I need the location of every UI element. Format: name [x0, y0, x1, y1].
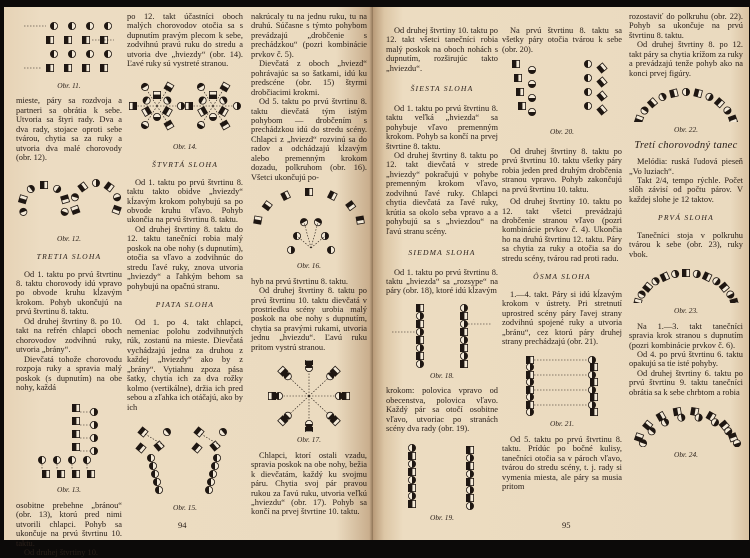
figure-13 — [16, 400, 122, 494]
girl-symbol — [528, 67, 535, 74]
girl-symbol — [26, 184, 36, 194]
boy-symbol — [416, 320, 423, 327]
paragraph: hyb na prvú štvrtinu 8. taktu. — [251, 276, 348, 286]
dancer-diagram — [16, 400, 122, 482]
figure-caption: Obr. 21. — [549, 419, 575, 429]
boy-symbol — [512, 61, 519, 68]
figure-17 — [251, 360, 367, 444]
girl-symbol — [151, 470, 158, 477]
girl-symbol — [335, 393, 342, 400]
boy-symbol — [702, 272, 712, 282]
path-line — [297, 236, 311, 248]
paragraph: Od 1. po 4. takt chlapci, nemeniac polohu zodvihnutých rúk, zostanú na mieste. Dievčatá vychádzajú jedna za druhou z každej „hviezdy“ ako by z „brány“. Vytiahnu zpoza pása šatky, chytia ich za dva rožky kolmo (vertikálne), držia ich pred sebou a zľahka ich otáčajú, ako by ich — [127, 317, 243, 412]
girl-symbol — [162, 95, 172, 105]
boy-symbol — [72, 405, 79, 412]
boy-symbol — [466, 478, 473, 485]
girl-symbol — [408, 492, 415, 499]
boy-symbol — [647, 98, 657, 108]
path-line — [288, 396, 309, 416]
paragraph: Melódia: ruská ľudová pieseň „Vo luziach“. — [629, 157, 743, 176]
boy-symbol — [466, 462, 473, 469]
girl-symbol — [658, 92, 668, 102]
boy-symbol — [82, 36, 89, 43]
boy-symbol — [72, 471, 79, 478]
girl-symbol — [693, 270, 702, 279]
boy-symbol — [209, 91, 216, 98]
figure-18 — [386, 302, 498, 380]
girl-symbol — [584, 75, 591, 82]
boy-symbol — [597, 77, 607, 87]
girl-symbol — [299, 217, 309, 227]
paragraph: Od druhej štvrtiny 8. po 10. takt na refrén chlapci oboch chorovodov zodvihnú ruky, utvoria „brány“. — [16, 316, 122, 355]
boy-symbol — [61, 194, 70, 203]
path-line — [311, 222, 318, 248]
girl-symbol — [68, 457, 75, 464]
figure-12 — [16, 173, 122, 243]
boy-symbol — [660, 272, 670, 282]
boy-symbol — [416, 336, 423, 343]
girl-symbol — [327, 247, 334, 254]
girl-symbol — [90, 435, 97, 442]
boy-symbol — [694, 89, 703, 98]
boy-symbol — [526, 387, 533, 394]
figure-21 — [502, 354, 622, 428]
section-heading: SIEDMA SLOHA — [408, 248, 476, 258]
boy-symbol — [164, 82, 174, 92]
paragraph: Chlapci, ktorí ostali vzadu, spravia poskok na obe nohy, bežia k dievčatám, každý ku svojmu páru. Chytia svoj pár pravou rukou za ľavú ruku, utvoria veľkú „hviezdu“ (obr. 17). Pohyb sa končí na prvej štvrtine 10. taktu. — [251, 450, 367, 517]
girl-symbol — [218, 95, 228, 105]
girl-symbol — [460, 352, 467, 359]
boy-symbol — [416, 304, 423, 311]
girl-symbol — [68, 50, 75, 57]
boy-symbol — [46, 36, 53, 43]
boy-symbol — [597, 91, 607, 101]
girl-symbol — [416, 312, 423, 319]
boy-symbol — [129, 102, 136, 109]
figure-caption: Obr. 16. — [296, 261, 322, 271]
girl-symbol — [205, 486, 212, 493]
girl-symbol — [19, 207, 28, 216]
boy-symbol — [305, 360, 312, 365]
figure-14 — [127, 73, 243, 151]
girl-symbol — [218, 427, 228, 437]
section-heading: ŠTVRTÁ SLOHA — [151, 160, 219, 170]
boy-symbol — [730, 298, 739, 303]
boy-symbol — [153, 91, 160, 98]
girl-symbol — [149, 462, 156, 469]
girl-symbol — [213, 454, 220, 461]
paragraph: Od druhej štvrtiny 6. taktu po prvú štvrtinu 9. taktu tanečníci obrátia sa k sebe chrbtom a robia — [629, 368, 743, 397]
boy-symbol — [194, 427, 204, 437]
girl-symbol — [460, 320, 467, 327]
boy-symbol — [408, 452, 415, 459]
girl-symbol — [140, 82, 150, 92]
figure-16 — [251, 186, 367, 270]
boy-symbol — [670, 89, 679, 98]
girl-symbol — [460, 304, 467, 311]
boy-symbol — [590, 409, 597, 416]
boy-symbol — [87, 471, 94, 478]
boy-symbol — [164, 120, 174, 130]
boy-symbol — [346, 201, 356, 211]
right-column-3 — [629, 12, 743, 466]
paragraph: Od 1. taktu po prvú štvrtinu 8. taktu chorovody idú vpravo po obvode kruhu kĺzavým krokom. Pohyb ukončujú na prvú štvrtinu 8. taktu. — [16, 269, 122, 317]
girl-symbol — [70, 192, 79, 201]
girl-symbol — [211, 462, 218, 469]
section-heading: ŠIESTA SLOHA — [410, 84, 474, 94]
girl-symbol — [460, 336, 467, 343]
girl-symbol — [466, 454, 473, 461]
girl-symbol — [588, 357, 595, 364]
boy-symbol — [72, 431, 79, 438]
boy-symbol — [466, 446, 473, 453]
boy-symbol — [643, 282, 653, 292]
girl-symbol — [86, 50, 93, 57]
boy-symbol — [514, 75, 521, 82]
dancer-diagram — [386, 442, 498, 510]
girl-symbol — [682, 89, 689, 96]
dancer-diagram — [629, 401, 743, 447]
paragraph: osobitne prebehne „bránou“ (obr. 13), ktorú pred nimi utvorili chlapci. Pohyb sa ukončuje na prvú štvrtinu 10. taktu. — [16, 500, 122, 548]
boy-symbol — [281, 191, 291, 201]
paragraph: Tanečníci stoja v polkruhu tvárou k sebe (obr. 23), ruky vbok. — [629, 230, 743, 259]
girl-symbol — [671, 270, 680, 279]
girl-symbol — [233, 102, 240, 109]
girl-symbol — [113, 192, 122, 201]
girl-symbol — [588, 402, 595, 409]
girl-symbol — [528, 81, 535, 88]
girl-symbol — [155, 486, 162, 493]
girl-symbol — [68, 22, 75, 29]
dancer-diagram — [502, 58, 622, 124]
paragraph: Od druhej štvrtiny 10. — [24, 548, 98, 558]
girl-symbol — [651, 276, 661, 286]
girl-symbol — [408, 476, 415, 483]
paragraph: Od 1. taktu po prvú štvrtinu 8. taktu „hviezda“ sa „rozsype“ na páry (obr. 18), ktoré idú kĺzavým — [386, 267, 498, 296]
girl-symbol — [209, 470, 216, 477]
paragraph: Na 1.—3. takt tanečníci spravia krok stranou s dupnutím (pozri kombinácie prvkov č. 6). — [629, 321, 743, 350]
girl-symbol — [140, 120, 150, 130]
page-number-right: 95 — [562, 520, 571, 530]
girl-symbol — [90, 448, 97, 455]
section-heading: PIATA SLOHA — [155, 300, 215, 310]
boy-symbol — [136, 443, 146, 453]
boy-symbol — [57, 471, 64, 478]
girl-symbol — [153, 113, 160, 120]
paragraph: po 12. takt účastníci oboch malých chorovodov otočia sa s dupnutím pravým plecom k sebe, zodvihnú pravú ruku do stredu a utvoria dve „hviezdy“ (obr. 14). Ľavé ruky sú vystreté stranou. — [127, 12, 243, 69]
paragraph: Od druhej štvrtiny 10. taktu po 12. takt všetci prevádzajú drobčenie stranou vľavo (pozri kombinácie prvkov č. 4). Ukončia ho na druhú štvrtinu 12. taktu. Páry sa chytia za ruky a otočia sa do stredu scény, tvárou rad proti radu. — [502, 197, 622, 263]
girl-symbol — [53, 457, 60, 464]
boy-symbol — [516, 89, 523, 96]
girl-symbol — [83, 457, 90, 464]
girl-symbol — [526, 364, 533, 371]
girl-symbol — [466, 502, 473, 509]
boy-symbol — [526, 357, 533, 364]
dancer-diagram — [251, 186, 367, 258]
paragraph: nakrúcaly tu na jednu ruku, tu na druhú. Súčasne s týmto pohybom prevádzajú „drobčenie s prechádzkou“ (pozri kombinácie prvkov č. 5). — [251, 12, 367, 59]
dancer-diagram — [502, 354, 622, 416]
figure-caption: Obr. 11. — [57, 81, 81, 90]
dance-title: Tretí chorovodný tanec — [634, 139, 738, 151]
paragraph: Od druhej štvrtiny 8. taktu po 12. takt dievčatá v strede „hviezdy“ pokračujú v pohybe premenným krokom vľavo, zodvihnú ľavé ruky. Chlapci chytia dievčatá za ľavé ruky, krútia sa okolo seba vpravo a a pohybujú sa s „hviezdou“ na ľavú stranu scény. — [386, 150, 498, 236]
path-line — [309, 396, 330, 416]
girl-symbol — [86, 22, 93, 29]
girl-symbol — [196, 82, 206, 92]
girl-symbol — [305, 365, 312, 372]
girl-symbol — [60, 207, 69, 216]
boy-symbol — [305, 189, 312, 196]
boy-symbol — [518, 103, 525, 110]
girl-symbol — [526, 379, 533, 386]
boy-symbol — [342, 393, 349, 400]
paragraph: Od 5. taktu po prvú štvrtinu 8. taktu dievčatá tým istým pohybom — drobčením s prechádzkou idú do stredu scény. Chlapci z „hviezd“ rozvinú sa do radov a odchádzajú kĺzavým alebo premenným krokom dozadu, polkruhom (obr. 16). Všetci ukončujú po- — [251, 97, 367, 182]
boy-symbol — [590, 379, 597, 386]
paragraph: Dievčatá z oboch „hviezd“ pohrávajúc sa so šatkami, idú ku predscéne (obr. 15) štyrmi drobčiacimi krokmi. — [251, 59, 367, 97]
boy-symbol — [220, 120, 230, 130]
boy-symbol — [682, 270, 689, 277]
dancer-diagram — [629, 263, 743, 303]
figure-20 — [502, 58, 622, 136]
girl-symbol — [104, 50, 111, 57]
boy-symbol — [46, 64, 53, 71]
dancer-diagram — [386, 302, 498, 368]
girl-symbol — [588, 372, 595, 379]
paragraph: Od druhej štvrtiny 8. po 12. takt páry sa chytia krížom za ruky a prevádzajú tenže pohyb ako na konci prvej figúry. — [629, 40, 743, 78]
girl-symbol — [526, 409, 533, 416]
boy-symbol — [42, 471, 49, 478]
boy-symbol — [64, 36, 71, 43]
paragraph: Od druhej štvrtiny 8. taktu po prvú štvrtinu 10. taktu dievčatá v prostriedku scény urobia malý poskok na obe nohy s dupnutím, chytia sa pravými rukami, utvoria jednu „hviezdu“. Ľavú ruku pritom vystrú stranou. — [251, 286, 367, 352]
girl-symbol — [637, 290, 647, 300]
path-line — [304, 222, 311, 248]
paragraph: krokom: polovica vpravo od obecenstva, polovica vľavo. Každý pár sa otočí osobitne vľavo, utvoriac po stranách scény dva rady (obr. 19). — [386, 386, 498, 434]
girl-symbol — [275, 393, 282, 400]
figure-caption: Obr. 22. — [673, 125, 699, 135]
page-number-left: 94 — [178, 520, 187, 530]
girl-symbol — [38, 457, 45, 464]
boy-symbol — [633, 298, 642, 303]
boy-symbol — [460, 360, 467, 367]
girl-symbol — [711, 276, 721, 286]
figure-24 — [629, 401, 743, 459]
paragraph: Od druhej štvrtiny 8. taktu po prvú štvrtinu 10. taktu všetky páry robia jeden pred druhým drobčenia stranou vpravo. Pohyb zakončujú na prvú štvrtinu 10. taktu. — [502, 146, 622, 194]
girl-symbol — [466, 486, 473, 493]
girl-symbol — [198, 95, 208, 105]
section-heading: PRVÁ SLOHA — [658, 213, 714, 223]
girl-symbol — [584, 103, 591, 110]
boy-symbol — [356, 216, 364, 224]
dancer-diagram — [629, 82, 743, 122]
paragraph: Od 5. taktu po prvú štvrtinu 8. taktu. Prídúc po bočné kulisy, tanečníci otočia sa v pároch vľavo, tvárou do stredu scény, t. j. rady si vymenia miesta, ale páry sa musia pritom — [502, 434, 622, 492]
left-column-2 — [127, 12, 243, 519]
girl-symbol — [722, 106, 732, 116]
boy-symbol — [72, 418, 79, 425]
boy-symbol — [526, 372, 533, 379]
girl-symbol — [584, 61, 591, 68]
boy-symbol — [597, 105, 607, 115]
girl-symbol — [305, 421, 312, 428]
boy-symbol — [460, 328, 467, 335]
figure-22 — [629, 82, 743, 134]
dancer-diagram — [251, 360, 367, 432]
girl-symbol — [584, 89, 591, 96]
boy-symbol — [220, 82, 230, 92]
girl-symbol — [313, 217, 323, 227]
boy-symbol — [408, 484, 415, 491]
paragraph: Od 4. po prvú štvrtinu 6. taktu opakujú sa tie isté pohyby. — [629, 349, 743, 369]
boy-symbol — [408, 500, 415, 507]
dancer-diagram — [127, 422, 243, 500]
girl-symbol — [90, 422, 97, 429]
boy-symbol — [597, 63, 607, 73]
girl-symbol — [725, 290, 735, 300]
boy-symbol — [590, 394, 597, 401]
girl-symbol — [153, 478, 160, 485]
girl-symbol — [408, 460, 415, 467]
boy-symbol — [78, 182, 88, 192]
girl-symbol — [528, 95, 535, 102]
girl-symbol — [416, 344, 423, 351]
girl-symbol — [705, 92, 715, 102]
boy-symbol — [112, 205, 121, 214]
boy-symbol — [18, 194, 27, 203]
figure-caption: Obr. 13. — [56, 485, 82, 495]
figure-caption: Obr. 15. — [172, 503, 198, 513]
paragraph: mieste, páry sa rozdvoja a partneri sa obrátia k sebe. Utvoria sa štyri rady. Dva a dva rady, stojace oproti sebe tvárou, chytia sa za ruky a utvoria dva malé chorovody (obr. 12). — [16, 96, 122, 163]
girl-symbol — [416, 328, 423, 335]
girl-symbol — [196, 120, 206, 130]
boy-symbol — [466, 494, 473, 501]
girl-symbol — [640, 106, 650, 116]
girl-symbol — [50, 22, 57, 29]
boy-symbol — [198, 106, 208, 116]
girl-symbol — [526, 394, 533, 401]
boy-symbol — [218, 106, 228, 116]
boy-symbol — [192, 443, 202, 453]
girl-symbol — [147, 454, 154, 461]
figure-caption: Obr. 24. — [673, 450, 699, 460]
boy-symbol — [104, 182, 114, 192]
boy-symbol — [719, 282, 729, 292]
paragraph: Dievčatá tohože chorovodu rozpoja ruky a spravia malý poskok (s dupnutím) na obe nohy, každá — [16, 354, 122, 392]
figure-15 — [127, 422, 243, 512]
paragraph: Od druhej štvrtiny 10. taktu po 12. takt všetci tanečníci robia malý poskok na oboch nohách s dupnutím, rozširujúc takto „hviezdu“. — [386, 26, 498, 73]
boy-symbol — [714, 98, 724, 108]
boy-symbol — [254, 216, 262, 224]
girl-symbol — [50, 50, 57, 57]
figure-caption: Obr. 20. — [549, 127, 575, 137]
girl-symbol — [466, 470, 473, 477]
dancer-diagram — [127, 73, 243, 139]
boy-symbol — [71, 205, 80, 214]
girl-symbol — [90, 409, 97, 416]
girl-symbol — [92, 179, 99, 186]
boy-symbol — [408, 468, 415, 475]
boy-symbol — [262, 201, 272, 211]
figure-caption: Obr. 14. — [172, 141, 198, 151]
figure-23 — [629, 263, 743, 315]
right-column-1 — [386, 26, 498, 528]
section-heading: TRETIA SLOHA — [36, 252, 102, 262]
left-column-1 — [16, 14, 122, 558]
paragraph: Na prvú štvrtinu 8. taktu sa všetky páry otočia tvárou k sebe (obr. 20). — [502, 26, 622, 54]
boy-symbol — [728, 115, 737, 122]
dancer-diagram — [16, 173, 122, 231]
paragraph: Takt 2/4, tempo rýchle. Počet slôh závisí od počtu párov. V každej slohe je 12 taktov. — [629, 175, 743, 204]
dancer-diagram — [16, 18, 122, 78]
girl-symbol — [52, 184, 62, 194]
boy-symbol — [72, 444, 79, 451]
girl-symbol — [177, 102, 184, 109]
girl-symbol — [142, 95, 152, 105]
boy-symbol — [590, 364, 597, 371]
figure-caption: Obr. 18. — [429, 370, 455, 380]
girl-symbol — [528, 109, 535, 116]
boy-symbol — [460, 312, 467, 319]
boy-symbol — [64, 64, 71, 71]
figure-19 — [386, 442, 498, 522]
section-heading: ÔSMA SLOHA — [533, 272, 591, 282]
figure-caption: Obr. 17. — [296, 435, 322, 445]
boy-symbol — [138, 427, 148, 437]
figure-caption: Obr. 23. — [673, 306, 699, 316]
paragraph: 1.—4. takt. Páry si idú kĺzavým krokom v ústrety. Pri stretnutí uprostred scény páry ľavej strany zodvihnú spojené ruky a utvoria „bránu“, cez ktorú páry druhej strany prechádzajú (obr. 21). — [502, 289, 622, 346]
boy-symbol — [416, 352, 423, 359]
girl-symbol — [588, 387, 595, 394]
boy-symbol — [185, 102, 192, 109]
girl-symbol — [287, 247, 294, 254]
paragraph: rozostaviť do polkruhu (obr. 22). Pohyb sa ukončuje na prvú štvrtinu 8. taktu. — [629, 12, 743, 40]
girl-symbol — [408, 444, 415, 451]
girl-symbol — [209, 113, 216, 120]
boy-symbol — [268, 393, 275, 400]
boy-symbol — [526, 402, 533, 409]
boy-symbol — [305, 428, 312, 433]
left-column-3 — [251, 12, 367, 517]
girl-symbol — [416, 360, 423, 367]
path-line — [309, 376, 330, 396]
figure-caption: Obr. 12. — [56, 233, 82, 243]
path-line — [311, 236, 325, 248]
boy-symbol — [100, 64, 107, 71]
paragraph: Od 1. taktu po prvú štvrtinu 8. taktu veľká „hviezda“ sa pohybuje vľavo premenným krokom. Pohyb sa končí na prvej štvrtine 8. taktu. — [386, 103, 498, 151]
paragraph: Od druhej štvrtiny 8. taktu do 12. taktu tanečníci robia malý poskok na obe nohy (s dupnutím), otočia sa vľavo a zodvihnúc do stredu ľavé ruky, znova utvoria „hviezdy“ a ľahkým behom sa pohybujú na opačnú stranu. — [127, 224, 243, 291]
right-column-2 — [502, 26, 622, 492]
figure-11 — [16, 18, 122, 90]
girl-symbol — [104, 22, 111, 29]
path-line — [288, 376, 309, 396]
boy-symbol — [162, 106, 172, 116]
girl-symbol — [162, 427, 172, 437]
boy-symbol — [82, 64, 89, 71]
boy-symbol — [634, 115, 643, 122]
boy-symbol — [40, 181, 47, 188]
girl-symbol — [207, 478, 214, 485]
boy-symbol — [460, 344, 467, 351]
paragraph: Od 1. taktu po prvú štvrtinu 8. taktu takto obidve „hviezdy“ kĺzavým krokom pohybujú sa po obvode kruhu vľavo. Pohyb ukončia na prvú štvrtinu 8. taktu. — [127, 177, 243, 225]
boy-symbol — [328, 191, 338, 201]
figure-caption: Obr. 19. — [429, 512, 455, 522]
boy-symbol — [142, 106, 152, 116]
